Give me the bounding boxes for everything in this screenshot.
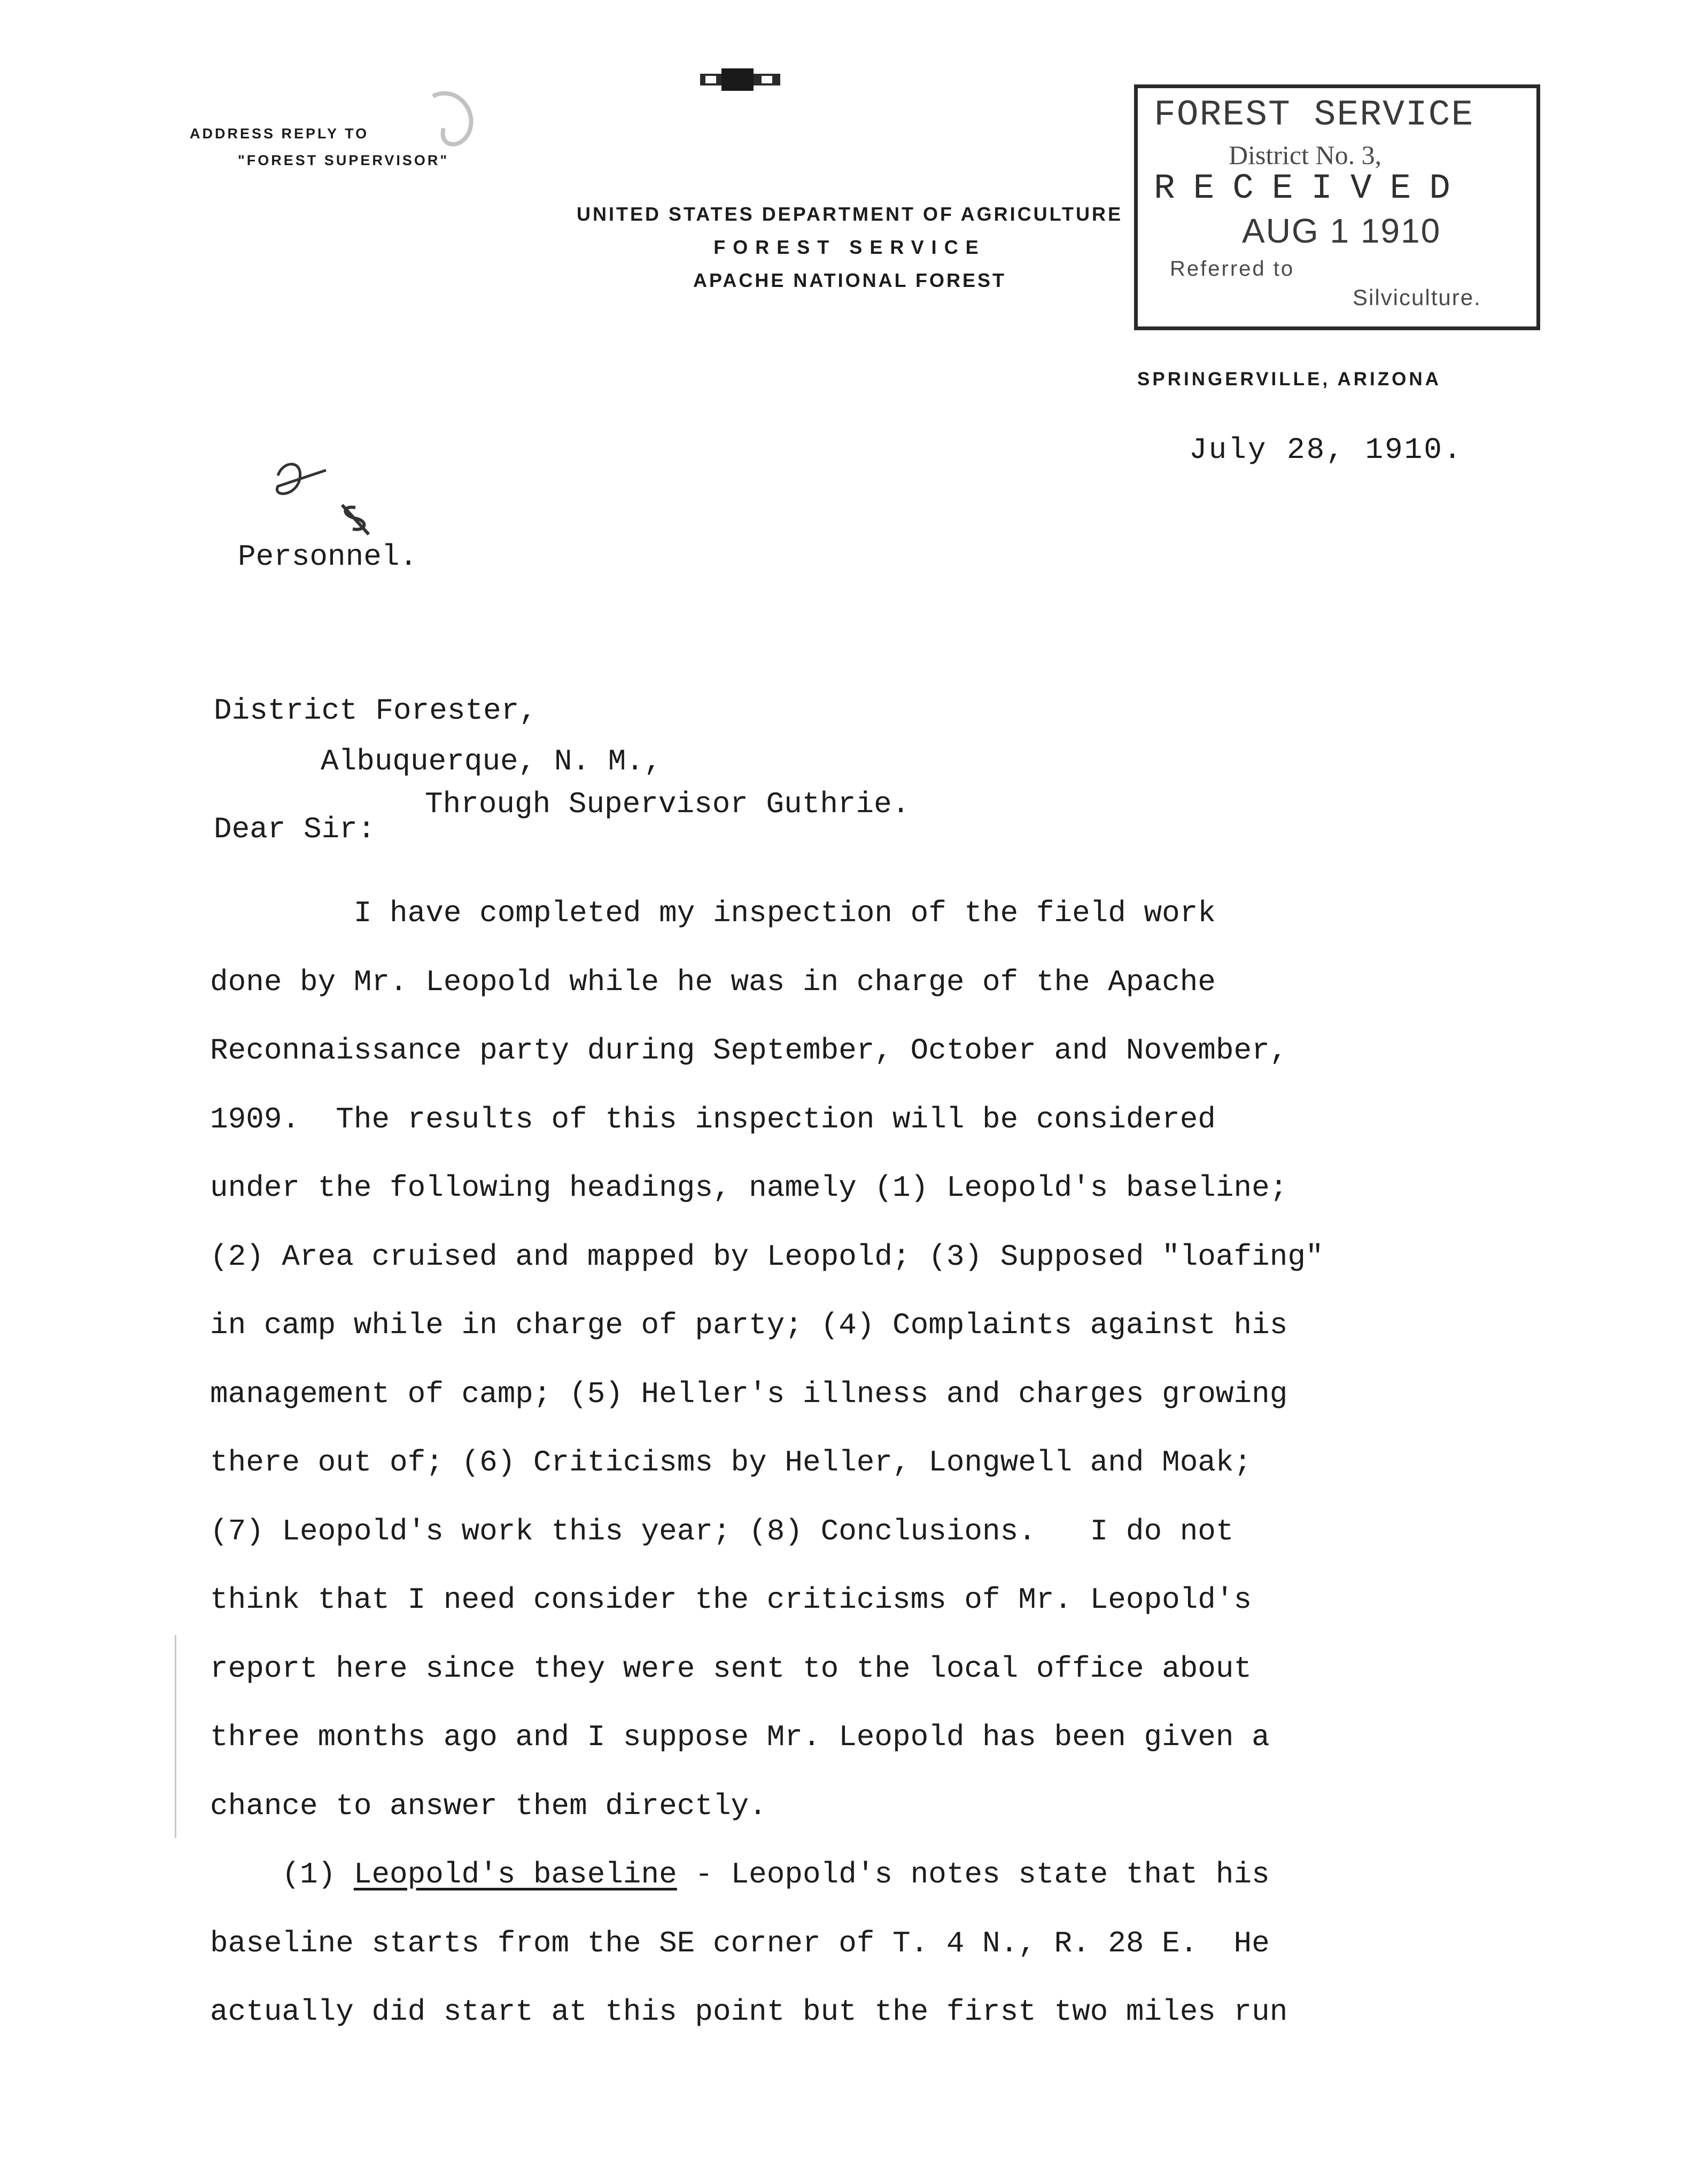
section-1-first-line [210,1840,1493,1909]
letter-date: July 28, 1910. [1189,433,1463,467]
body-line: actually did start at this point but the first two miles run [210,1995,1288,2029]
body-line: chance to answer them directly. [210,1788,767,1823]
address-reply-line2: "FOREST SUPERVISOR" [238,152,449,168]
letterhead [497,198,1202,297]
ink-smudge [422,85,481,155]
received-stamp [1134,84,1540,330]
body-line: management of camp; (5) Heller's illness and charges growing [210,1376,1288,1411]
letterhead-service: FOREST SERVICE [713,236,986,258]
section-line-rest: - Leopold's notes state that his [677,1857,1270,1892]
recipient-line1: District Forester, [214,694,537,728]
body-line: (7) Leopold's work this year; (8) Conclusions. I do not [210,1514,1234,1549]
letterhead-forest: APACHE NATIONAL FOREST [693,269,1006,291]
recipient-line3: Through Supervisor Guthrie. [425,787,910,821]
address-reply-note [190,120,449,174]
letter-body [210,879,1493,2047]
recipient-line2: Albuquerque, N. M., [321,744,662,779]
stamp-date: AUG 1 1910 [1242,212,1441,250]
recipient-address [214,676,910,831]
stamp-referred: Referred to [1170,257,1295,281]
section-heading: Leopold's baseline [353,1857,677,1892]
body-line: under the following headings, namely (1) Leopold's baseline; [210,1171,1288,1205]
stamp-department: Silviculture. [1353,285,1481,310]
body-line: I have completed my inspection of the field work [210,896,1216,930]
paper-clip-mark [695,64,786,96]
subject-line: Personnel. [238,540,418,574]
margin-pencil-line [175,1635,176,1838]
body-line: Reconnaissance party during September, October and November, [210,1033,1288,1068]
body-line: there out of; (6) Criticisms by Heller, Longwell and Moak; [210,1445,1252,1480]
body-line: think that I need consider the criticisms of Mr. Leopold's [210,1583,1252,1617]
body-line: (2) Area cruised and mapped by Leopold; (3) Supposed "loafing" [210,1239,1324,1274]
stamp-received: RECEIVED [1154,168,1469,208]
handwritten-initials-mark [262,454,379,540]
body-line: baseline starts from the SE corner of T. 4 N., R. 28 E. He [210,1926,1270,1960]
body-line: done by Mr. Leopold while he was in charge of the Apache [210,964,1216,999]
body-line: in camp while in charge of party; (4) Complaints against his [210,1308,1288,1342]
letter-place: SPRINGERVILLE, ARIZONA [1137,369,1441,390]
body-line: 1909. The results of this inspection will be considered [210,1102,1216,1137]
salutation: Dear Sir: [214,812,376,846]
section-prefix: (1) [210,1857,354,1892]
address-reply-line1: ADDRESS REPLY TO [190,126,369,142]
stamp-title: FOREST SERVICE [1154,95,1474,136]
body-line: three months ago and I suppose Mr. Leopold has been given a [210,1720,1270,1754]
body-line: report here since they were sent to the local office about [210,1651,1252,1686]
letterhead-department: UNITED STATES DEPARTMENT OF AGRICULTURE [577,203,1123,225]
stamp-district: District No. 3, [1229,140,1382,170]
